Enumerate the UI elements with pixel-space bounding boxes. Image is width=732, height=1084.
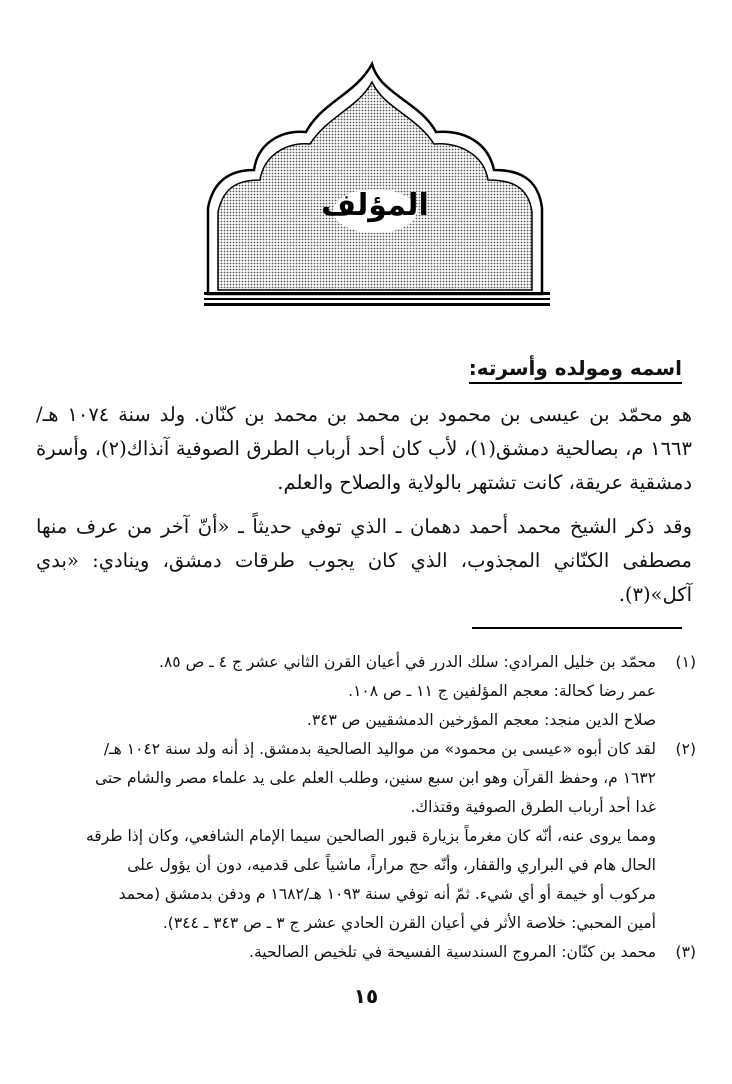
footnote-line: محمد بن كنّان: المروج السندسية الفسيحة في تلخيص الصالحية.: [249, 943, 656, 961]
footnote-line: غدا أحد أرباب الطرق الصوفية وقتذاك.: [410, 798, 656, 816]
paragraph-family: وقد ذكر الشيخ محمد أحمد دهمان ـ الذي توفي حديثاً ـ «أنّ آخر من عرف منها مصطفى الكنّاني المجذوب، الذي كان يجوب طرقات دمشق، وينادي: «بدي آكل»(٣).: [36, 515, 692, 606]
footnote-number: (٢): [675, 740, 696, 758]
page-number: ١٥: [353, 984, 379, 1008]
header-rule-bottom: [204, 303, 550, 306]
footnote: [36, 938, 696, 967]
footnote-line: صلاح الدين منجد: معجم المؤرخين الدمشقيين ص ٣٤٣.: [306, 711, 656, 729]
dome-ornament: [196, 58, 554, 314]
header-rule-middle: [204, 298, 550, 300]
footnote-line: ومما يروى عنه، أنّه كان مغرماً بزيارة قبور الصالحين سيما الإمام الشافعي، وكان إذا طرقه: [85, 827, 656, 845]
footnotes: [36, 648, 696, 967]
footnote-line: ١٦٣٢ م، وحفظ القرآن وهو ابن سبع سنين، وطلب العلم على يد علماء مصر والشام حتى: [94, 769, 656, 787]
chapter-title: المؤلف: [321, 188, 429, 223]
footnote-line: لقد كان أبوه «عيسى بن محمود» من مواليد الصالحية بدمشق. إذ أنه ولد سنة ١٠٤٢ هـ/: [103, 740, 656, 758]
footnote-separator: [472, 627, 682, 629]
footnote-number: (٣): [675, 943, 696, 961]
header-rule-top: [204, 292, 550, 295]
footnote: [36, 648, 696, 735]
section-heading: اسمه ومولده وأسرته:: [469, 356, 682, 384]
footnote: [36, 735, 696, 938]
footnote-line: مركوب أو خيمة أو أي شيء. ثمّ أنه توفي سنة ١٠٩٣ هـ/١٦٨٢ م ودفن بدمشق (محمد: [118, 885, 656, 903]
footnote-number: (١): [675, 653, 696, 671]
footnote-line: الحال هام في البراري والقفار، وأنّه حج مراراً، ماشياً على قدميه، دون أن يؤول على: [127, 856, 656, 874]
footnote-line: أمين المحبي: خلاصة الأثر في أعيان القرن الحادي عشر ج ٣ ـ ص ٣٤٣ ـ ٣٤٤).: [162, 914, 656, 932]
footnote-line: محمّد بن خليل المرادي: سلك الدرر في أعيان القرن الثاني عشر ج ٤ ـ ص ٨٥.: [159, 653, 656, 671]
paragraph-biography: هو محمّد بن عيسى بن محمود بن محمد بن محمد بن كنّان. ولد سنة ١٠٧٤ هـ/ ١٦٦٣ م، بصالحية دمشق(١)، لأب كان أحد أرباب الطرق الصوفية آنذاك(٢)، وأسرة دمشقية عريقة، كانت تشتهر بالولاية والصلاح والعلم.: [36, 403, 693, 494]
footnote-line: عمر رضا كحالة: معجم المؤلفين ج ١١ ـ ص ١٠٨.: [348, 682, 656, 700]
